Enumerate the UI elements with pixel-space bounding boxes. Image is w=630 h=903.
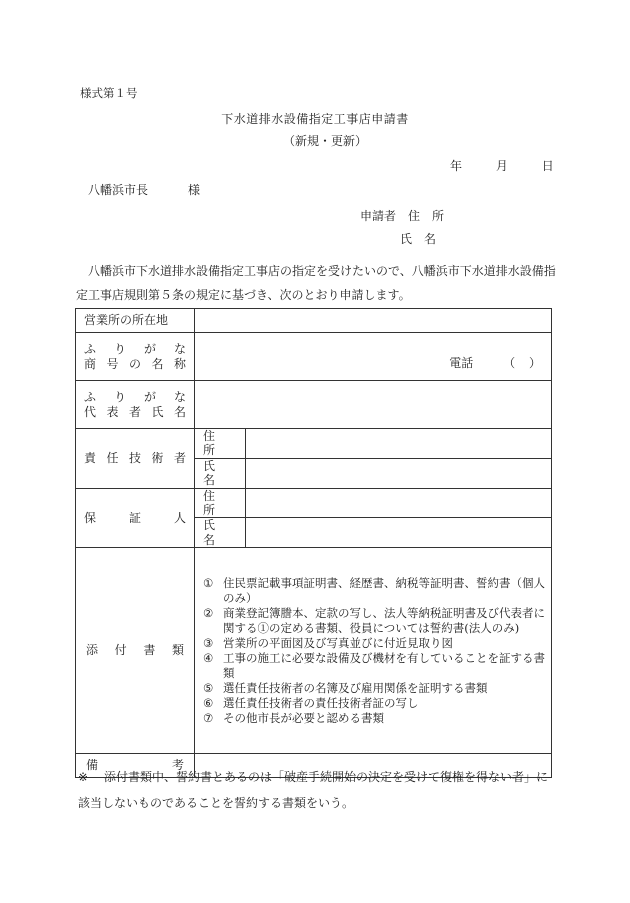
footnote-text: 添付書類中、誓約書とあるのは「破産手続開始の決定を受けて復権を得ない者」に該当しないものであることを誓約する書類をいう。 <box>78 770 549 810</box>
item-number: ⑤ <box>203 680 214 695</box>
item-text: 選任責任技術者の名簿及び雇用関係を証明する書類 <box>223 680 488 695</box>
label-char: 任 <box>106 451 119 466</box>
label-char: 技 <box>128 451 141 466</box>
guarantor-name-label: 氏 名 <box>195 518 246 548</box>
engineer-text <box>76 451 194 465</box>
label-char: の <box>128 356 141 371</box>
item-number: ② <box>203 605 214 620</box>
label-char: 者 <box>128 404 141 419</box>
label-char: 名 <box>173 404 186 419</box>
list-item <box>203 696 545 711</box>
label-char: 者 <box>173 451 186 466</box>
list-item <box>203 651 545 681</box>
label-char: 号 <box>106 356 119 371</box>
trade-name-field[interactable] <box>195 333 552 381</box>
footnote-mark: ※ <box>78 770 89 784</box>
phone-paren-close: ） <box>528 356 541 371</box>
label-char: 称 <box>173 356 186 371</box>
document-subtitle: （新規・更新） <box>282 134 367 148</box>
label-char: 氏 <box>151 404 164 419</box>
representative-furigana <box>76 390 194 404</box>
engineer-address-field[interactable] <box>246 429 552 459</box>
guarantor-address-label: 住 所 <box>195 488 246 518</box>
addressee-honorific: 様 <box>188 183 201 197</box>
label-char: 付 <box>114 643 127 658</box>
row-engineer-address <box>76 429 552 459</box>
item-number: ⑥ <box>203 695 214 710</box>
label-char: 考 <box>171 758 184 773</box>
furigana-char: ふ <box>84 390 97 405</box>
label-char: 術 <box>151 451 164 466</box>
document-title: 下水道排水設備指定工事店申請書 <box>221 112 409 126</box>
guarantor-text <box>76 511 194 525</box>
item-text: 商業登記簿謄本、定款の写し、法人等納税証明書及び代表者に関する①の定める書類、役員については誓約書(法人のみ) <box>223 605 545 635</box>
item-text: 工事の施工に必要な設備及び機材を有していることを証する書類 <box>223 650 545 680</box>
label-char: 保 <box>84 510 97 525</box>
label-char: 代 <box>84 404 97 419</box>
label-char: 責 <box>84 451 97 466</box>
application-table <box>75 308 552 778</box>
label-char: 商 <box>84 356 97 371</box>
engineer-name-field[interactable] <box>246 458 552 488</box>
item-number: ④ <box>203 650 214 665</box>
guarantor-label <box>76 488 195 548</box>
item-text: 住民票記載事項証明書、経歴書、納税等証明書、誓約書（個人のみ） <box>223 575 545 605</box>
engineer-address-label: 住 所 <box>195 429 246 459</box>
label-char: 名 <box>151 356 164 371</box>
trade-name-furigana <box>76 342 194 356</box>
item-text: 選任責任技術者の責任技術者証の写し <box>223 695 419 710</box>
trade-name-text <box>76 357 194 371</box>
guarantor-name-field[interactable] <box>246 518 552 548</box>
furigana-char: が <box>143 390 156 405</box>
list-item <box>203 576 545 606</box>
furigana-char: な <box>173 390 186 405</box>
row-attachments <box>76 548 552 754</box>
engineer-name-label: 氏 名 <box>195 458 246 488</box>
row-trade-name <box>76 333 552 381</box>
applicant-label: 申請者 <box>360 209 397 223</box>
phone-paren-open: （ <box>503 356 516 371</box>
date-day: 日 <box>541 159 554 173</box>
label-char: 書 <box>143 643 156 658</box>
item-number: ⑦ <box>203 710 214 725</box>
label-char: 人 <box>173 510 186 525</box>
item-text: その他市長が必要と認める書類 <box>223 710 384 725</box>
footnote <box>78 764 556 816</box>
label-char: 添 <box>86 643 99 658</box>
representative-text <box>76 405 194 419</box>
list-item <box>203 636 545 651</box>
office-location-label: 営業所の所在地 <box>76 309 195 333</box>
applicant-address-label: 住 所 <box>408 209 445 223</box>
furigana-char: が <box>143 342 156 357</box>
item-number: ① <box>203 575 214 590</box>
office-location-field[interactable] <box>195 309 552 333</box>
row-guarantor-address <box>76 488 552 518</box>
addressee-name: 八幡浜市長 <box>88 183 149 197</box>
list-item <box>203 711 545 726</box>
attachments-label <box>76 548 195 754</box>
attachments-content <box>195 548 552 754</box>
label-char: 備 <box>86 758 99 773</box>
list-item <box>203 606 545 636</box>
representative-field[interactable] <box>195 381 552 429</box>
date-year: 年 <box>450 159 463 173</box>
item-number: ③ <box>203 635 214 650</box>
furigana-char: ふ <box>84 342 97 357</box>
form-number: 様式第１号 <box>80 86 138 100</box>
intro-paragraph: 八幡浜市下水道排水設備指定工事店の指定を受けたいので、八幡浜市下水道排水設備指定工事店規則第５条の規定に基づき、次のとおり申請します。 <box>76 264 556 302</box>
label-char: 類 <box>171 643 184 658</box>
label-char: 証 <box>128 510 141 525</box>
applicant-name-line <box>400 232 436 246</box>
list-item <box>203 681 545 696</box>
row-representative <box>76 381 552 429</box>
label-char: 表 <box>106 404 119 419</box>
addressee <box>88 183 200 197</box>
guarantor-address-field[interactable] <box>246 488 552 518</box>
applicant-name-label: 氏 名 <box>400 232 437 246</box>
furigana-char: り <box>113 390 126 405</box>
applicant-address-line <box>360 209 444 223</box>
date-month: 月 <box>495 159 508 173</box>
furigana-char: な <box>173 342 186 357</box>
phone-label: 電話 <box>449 356 474 371</box>
attachments-list <box>195 576 551 726</box>
engineer-label <box>76 429 195 489</box>
representative-label <box>76 381 195 429</box>
item-text: 営業所の平面図及び写真並びに付近見取り図 <box>223 635 453 650</box>
attachments-text <box>76 643 194 657</box>
row-office-location <box>76 309 552 333</box>
date-line <box>450 159 554 173</box>
trade-name-label <box>76 333 195 381</box>
furigana-char: り <box>113 342 126 357</box>
